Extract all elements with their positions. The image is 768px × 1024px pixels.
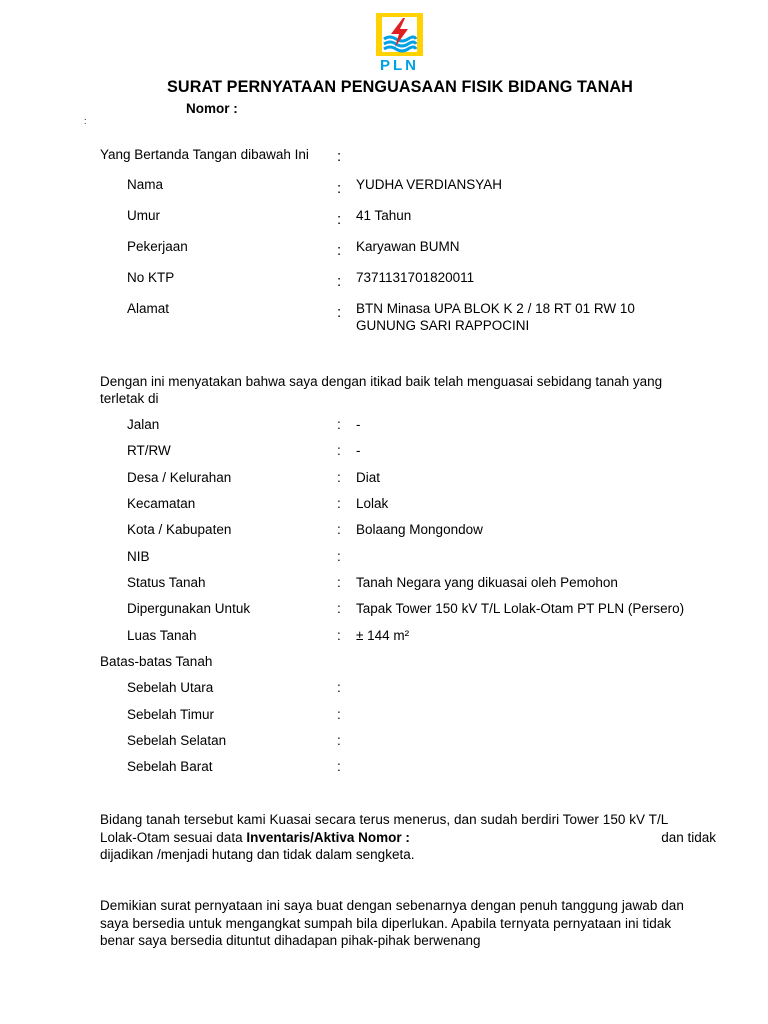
pln-logo (376, 13, 423, 76)
signer-address-label: Alamat (127, 301, 170, 316)
closing-p1-line2-pre: Lolak-Otam sesuai data (100, 829, 243, 845)
land-street-colon: : (337, 417, 341, 432)
logo-text: PLN (380, 57, 419, 74)
land-area-colon: : (337, 628, 341, 643)
land-village-colon: : (337, 470, 341, 485)
land-district-value: Lolak (356, 496, 389, 511)
land-street-label: Jalan (127, 417, 160, 432)
land-regency-label: Kota / Kabupaten (127, 522, 232, 537)
boundary-east-label: Sebelah Timur (127, 707, 215, 722)
signer-intro-colon: : (337, 148, 342, 165)
statement-line1: Dengan ini menyatakan bahwa saya dengan itikad baik telah menguasai sebidang tanah yang (100, 374, 663, 389)
land-regency-colon: : (337, 522, 341, 537)
boundary-north-colon: : (337, 680, 341, 695)
land-district-colon: : (337, 496, 341, 511)
statement-line2: terletak di (100, 391, 159, 406)
land-usage-label: Dipergunakan Untuk (127, 601, 251, 616)
land-area-value: ± 144 m² (356, 628, 410, 643)
land-status-value: Tanah Negara yang dikuasai oleh Pemohon (356, 575, 618, 590)
signer-address-value-line2: GUNUNG SARI RAPPOCINI (356, 318, 530, 333)
boundary-north-label: Sebelah Utara (127, 680, 214, 695)
land-nib-label: NIB (127, 549, 150, 564)
signer-intro: Yang Bertanda Tangan dibawah Ini (100, 147, 309, 162)
nomor-label: Nomor : (186, 101, 238, 116)
closing-paragraph-1 (100, 811, 716, 864)
boundary-heading: Batas-batas Tanah (100, 654, 213, 669)
signer-job-value: Karyawan BUMN (356, 239, 460, 254)
document-title: SURAT PERNYATAAN PENGUASAAN FISIK BIDANG TANAH (167, 78, 633, 96)
signer-age-label: Umur (127, 208, 160, 223)
boundary-south-label: Sebelah Selatan (127, 733, 227, 748)
land-street-value: - (356, 417, 361, 432)
land-regency-value: Bolaang Mongondow (356, 522, 483, 537)
land-rtrw-value: - (356, 443, 361, 458)
land-usage-colon: : (337, 601, 341, 616)
closing-p2-line2: saya bersedia untuk mengangkat sumpah bila diperlukan. Apabila ternyata pernyataan ini tidak (100, 915, 672, 931)
closing-p2-line3: benar saya bersedia dituntut dihadapan pihak-pihak berwenang (100, 933, 481, 948)
land-district-label: Kecamatan (127, 496, 196, 511)
signer-age-colon: : (337, 211, 342, 228)
land-rtrw-colon: : (337, 443, 341, 458)
inventory-number-label: Inventaris/Aktiva Nomor : (246, 829, 410, 845)
signer-job-colon: : (337, 242, 342, 259)
closing-p1-line1 (100, 811, 716, 829)
closing-p2-line1: Demikian surat pernyataan ini saya buat dengan sebenarnya dengan penuh tanggung jawab dan (100, 898, 684, 913)
land-area-label: Luas Tanah (127, 628, 197, 643)
signer-ktp-value: 7371131701820011 (356, 270, 475, 285)
closing-p1-line1-text: Bidang tanah tersebut kami Kuasai secara terus menerus, dan sudah berdiri Tower 150 kV T/L (100, 812, 669, 827)
closing-p1-line2 (100, 829, 716, 847)
land-status-colon: : (337, 575, 341, 590)
land-village-label: Desa / Kelurahan (127, 470, 232, 485)
land-rtrw-label: RT/RW (127, 443, 171, 458)
closing-p1-line3: dijadikan /menjadi hutang dan tidak dalam sengketa. (100, 847, 415, 862)
closing-p1-line2-post: dan tidak (661, 829, 716, 845)
signer-name-value: YUDHA VERDIANSYAH (356, 177, 503, 192)
stray-mark: : (84, 116, 87, 126)
closing-p1-line2-left (100, 829, 410, 847)
signer-age-value: 41 Tahun (356, 208, 412, 223)
signer-name-colon: : (337, 180, 342, 197)
land-status-label: Status Tanah (127, 575, 206, 590)
signer-address-value: BTN Minasa UPA BLOK K 2 / 18 RT 01 RW 10 (356, 301, 635, 316)
signer-job-label: Pekerjaan (127, 239, 188, 254)
signer-address-colon: : (337, 304, 342, 321)
signer-ktp-label: No KTP (127, 270, 175, 285)
signer-ktp-colon: : (337, 273, 342, 290)
land-usage-value: Tapak Tower 150 kV T/L Lolak-Otam PT PLN (Persero) (356, 601, 685, 616)
land-nib-colon: : (337, 549, 341, 564)
boundary-west-colon: : (337, 759, 341, 774)
closing-paragraph-2 (100, 897, 716, 950)
boundary-south-colon: : (337, 733, 341, 748)
boundary-west-label: Sebelah Barat (127, 759, 213, 774)
signer-name-label: Nama (127, 177, 164, 192)
boundary-east-colon: : (337, 707, 341, 722)
land-village-value: Diat (356, 470, 381, 485)
